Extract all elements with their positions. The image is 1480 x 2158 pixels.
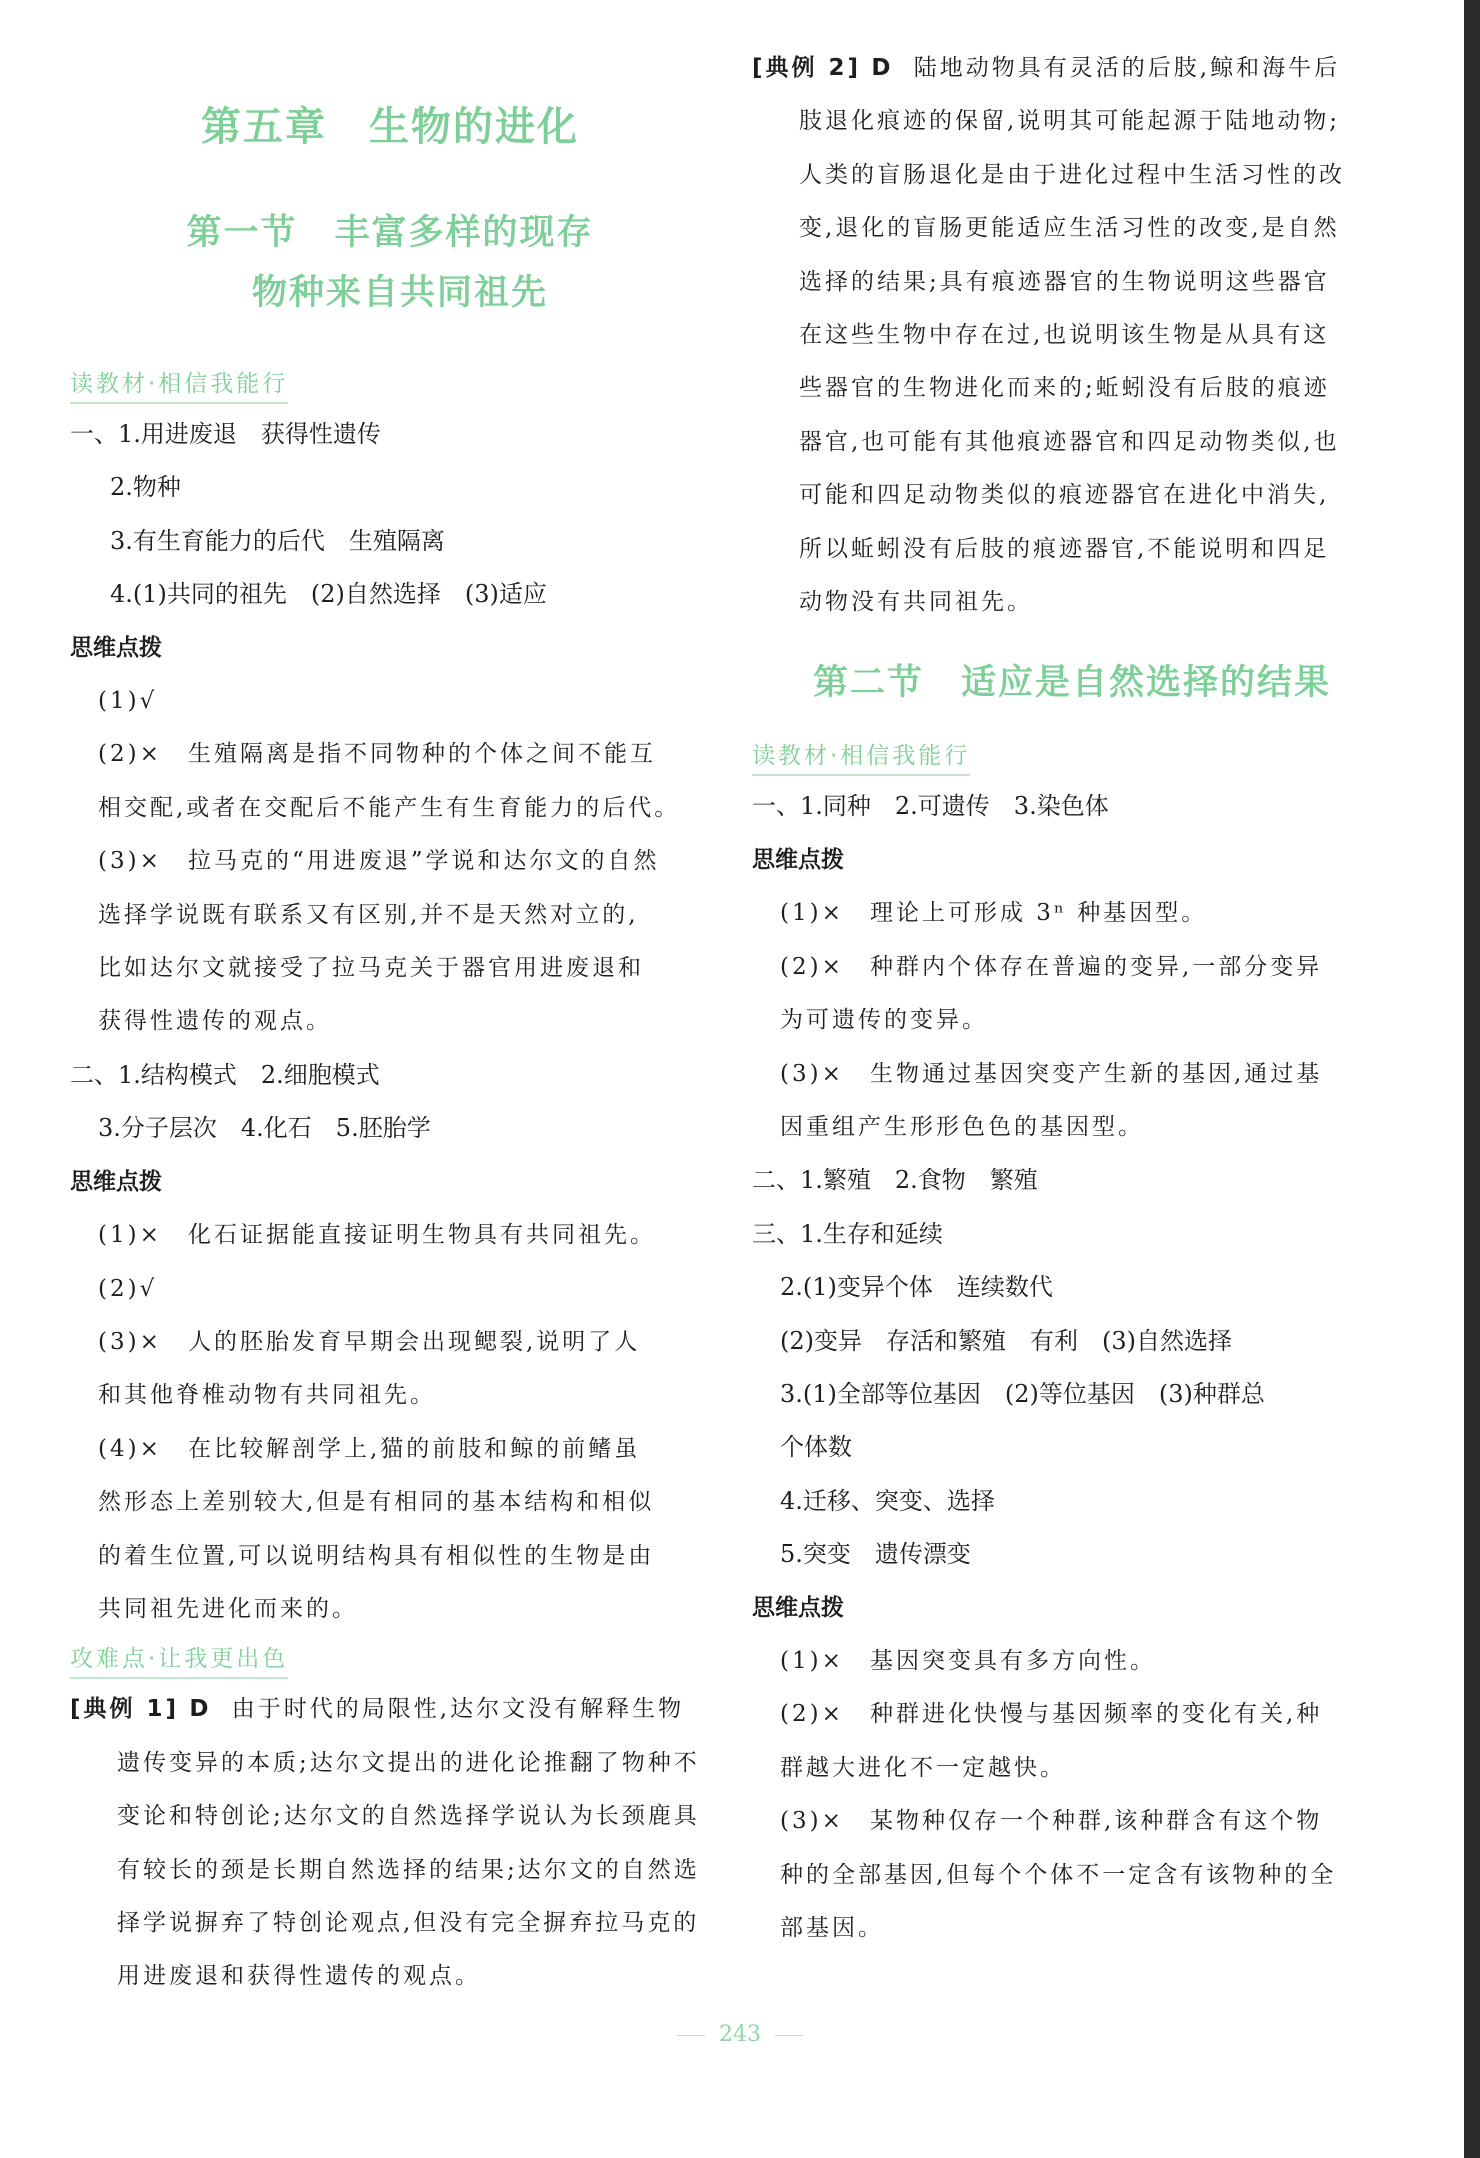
explanation-line: 肢退化痕迹的保留,说明其可能起源于陆地动物; bbox=[799, 108, 1341, 135]
answer-line: 2.物种 bbox=[110, 473, 181, 502]
example-1-answer: D bbox=[189, 1696, 212, 1723]
explanation-line: 变,退化的盲肠更能适应生活习性的改变,是自然 bbox=[799, 215, 1340, 242]
explanation-line: 变论和特创论;达尔文的自然选择学说认为长颈鹿具 bbox=[117, 1803, 700, 1830]
thinking-tips-list bbox=[752, 887, 1392, 1154]
example-1-label: [典例 1] bbox=[70, 1696, 180, 1723]
section1-title-line1: 第一节 丰富多样的现存 bbox=[186, 212, 594, 253]
thinking-tip-line bbox=[752, 1795, 1392, 1848]
explanation-line: 择学说摒弃了特创论观点,但没有完全摒弃拉马克的 bbox=[117, 1909, 700, 1936]
answer-line: 3.(1)全部等位基因 (2)等位基因 (3)种群总 bbox=[780, 1379, 1265, 1408]
explanation-line: 遗传变异的本质;达尔文提出的进化论推翻了物种不 bbox=[117, 1749, 700, 1776]
page-number-rule bbox=[677, 2035, 705, 2036]
section1-title bbox=[70, 203, 710, 323]
judgment-mark: (3)× bbox=[98, 848, 162, 875]
read-textbook-heading: 读教材·相信我能行 bbox=[70, 365, 288, 404]
explanation-line: 在这些生物中存在过,也说明该生物是从具有这 bbox=[799, 322, 1330, 349]
explanation-line: 选择的结果;具有痕迹器官的生物说明这些器官 bbox=[799, 268, 1330, 295]
judgment-mark: (2)× bbox=[780, 1701, 844, 1728]
example-2-text: 陆地动物具有灵活的后肢,鲸和海牛后 bbox=[913, 55, 1341, 81]
judgment-mark: (1)× bbox=[98, 1222, 162, 1249]
thinking-tips-heading: 思维点拨 bbox=[70, 1168, 162, 1195]
page-number bbox=[0, 2022, 1480, 2047]
answer-line: 2.(1)变异个体 连续数代 bbox=[780, 1273, 1053, 1302]
judgment-mark: (4)× bbox=[98, 1435, 162, 1462]
judgment-mark: (2)√ bbox=[98, 1275, 158, 1302]
explanation-line: 器官,也可能有其他痕迹器官和四足动物类似,也 bbox=[799, 428, 1340, 455]
thinking-tip-line bbox=[70, 1316, 710, 1369]
tip-text: 人的胚胎发育早期会出现鳃裂,说明了人 bbox=[188, 1328, 641, 1355]
thinking-tip-line: 群越大进化不一定越快。 bbox=[780, 1754, 1066, 1781]
explanation-line: 人类的盲肠退化是由于进化过程中生活习性的改 bbox=[799, 161, 1345, 188]
example-1-first-line bbox=[70, 1683, 710, 1736]
thinking-tip-line: 的着生位置,可以说明结构具有相似性的生物是由 bbox=[98, 1542, 655, 1569]
explanation-line: 动物没有共同祖先。 bbox=[799, 589, 1033, 616]
answer-line: 3.有生育能力的后代 生殖隔离 bbox=[110, 526, 445, 555]
tip-text: 种群内个体存在普遍的变异,一部分变异 bbox=[870, 953, 1323, 980]
thinking-tip-line: 为可遗传的变异。 bbox=[780, 1007, 988, 1034]
thinking-tip-line: 选择学说既有联系又有区别,并不是天然对立的, bbox=[98, 901, 639, 928]
thinking-tip-line bbox=[752, 1688, 1392, 1741]
thinking-tip-line: 因重组产生形形色色的基因型。 bbox=[780, 1113, 1144, 1140]
tip-text: 在比较解剖学上,猫的前肢和鲸的前鳍虽 bbox=[188, 1435, 641, 1462]
answer-list bbox=[752, 1208, 1392, 1582]
thinking-tips-list bbox=[752, 1635, 1392, 1955]
judgment-mark: (1)√ bbox=[98, 688, 158, 715]
tip-text: 化石证据能直接证明生物具有共同祖先。 bbox=[188, 1222, 656, 1249]
tip-text: 某物种仅存一个种群,该种群含有这个物 bbox=[870, 1808, 1323, 1835]
judgment-mark: (3)× bbox=[98, 1328, 162, 1355]
example-1-text: 由于时代的局限性,达尔文没有解释生物 bbox=[231, 1696, 685, 1723]
judgment-mark: (1)× bbox=[780, 900, 844, 927]
thinking-tip-line bbox=[70, 728, 710, 781]
thinking-tip-line: 然形态上差别较大,但是有相同的基本结构和相似 bbox=[98, 1489, 655, 1516]
judgment-mark: (2)× bbox=[98, 741, 162, 768]
thinking-tips-list bbox=[70, 1209, 710, 1636]
right-column bbox=[752, 0, 1392, 1955]
thinking-tip-line: 部基因。 bbox=[780, 1915, 884, 1941]
thinking-tip-line bbox=[70, 835, 710, 888]
thinking-tip-line bbox=[70, 675, 710, 728]
example-2-first-line bbox=[752, 0, 1392, 95]
answer-line: 4.迁移、突变、选择 bbox=[780, 1486, 995, 1515]
thinking-tips-list bbox=[70, 675, 710, 1049]
answer-line: 一、1.同种 2.可遗传 3.染色体 bbox=[752, 792, 1109, 821]
answer-line: (2)变异 存活和繁殖 有利 (3)自然选择 bbox=[780, 1326, 1232, 1355]
page-number-text: 243 bbox=[719, 2022, 761, 2047]
thinking-tip-line bbox=[752, 1635, 1392, 1688]
tip-text: 种群进化快慢与基因频率的变化有关,种 bbox=[870, 1701, 1323, 1728]
explanation-line: 所以蚯蚓没有后肢的痕迹器官,不能说明和四足 bbox=[799, 535, 1330, 562]
answer-line: 5.突变 遗传漂变 bbox=[780, 1540, 971, 1569]
tackle-difficulty-heading: 攻难点·让我更出色 bbox=[70, 1640, 288, 1679]
tip-text: 生殖隔离是指不同物种的个体之间不能互 bbox=[188, 741, 656, 768]
explanation-line: 有较长的颈是长期自然选择的结果;达尔文的自然选 bbox=[117, 1856, 700, 1883]
answer-line: 二、1.结构模式 2.细胞模式 bbox=[70, 1060, 380, 1089]
thinking-tips-heading: 思维点拨 bbox=[70, 634, 162, 661]
read-textbook-heading: 读教材·相信我能行 bbox=[752, 737, 970, 776]
judgment-mark: (3)× bbox=[780, 1060, 844, 1087]
example-2-explanation bbox=[752, 95, 1392, 629]
answer-line: 三、1.生存和延续 bbox=[752, 1219, 943, 1248]
page-number-rule bbox=[775, 2035, 803, 2036]
tip-text: 拉马克的“用进废退”学说和达尔文的自然 bbox=[188, 848, 660, 875]
thinking-tip-line bbox=[70, 1423, 710, 1476]
example-2-label: [典例 2] bbox=[752, 55, 862, 81]
answer-line: 3.分子层次 4.化石 5.胚胎学 bbox=[98, 1114, 431, 1143]
tip-text: 理论上可形成 3ⁿ 种基因型。 bbox=[870, 900, 1208, 927]
thinking-tip-line bbox=[752, 1048, 1392, 1101]
thinking-tip-line bbox=[70, 1263, 710, 1316]
thinking-tip-line: 共同祖先进化而来的。 bbox=[98, 1595, 358, 1622]
thinking-tip-line: 相交配,或者在交配后不能产生有生育能力的后代。 bbox=[98, 794, 681, 821]
thinking-tip-line bbox=[70, 1209, 710, 1262]
chapter-title: 第五章 生物的进化 bbox=[201, 103, 579, 150]
section2-title: 第二节 适应是自然选择的结果 bbox=[812, 662, 1331, 704]
judgment-mark: (3)× bbox=[780, 1808, 844, 1835]
explanation-line: 可能和四足动物类似的痕迹器官在进化中消失, bbox=[799, 482, 1330, 509]
tip-text: 生物通过基因突变产生新的基因,通过基 bbox=[870, 1060, 1323, 1087]
thinking-tips-heading: 思维点拨 bbox=[752, 846, 844, 873]
example-1-explanation bbox=[70, 1737, 710, 2004]
thinking-tip-line: 种的全部基因,但每个个体不一定含有该物种的全 bbox=[780, 1861, 1337, 1888]
explanation-line: 用进废退和获得性遗传的观点。 bbox=[117, 1963, 481, 1990]
judgment-mark: (1)× bbox=[780, 1647, 844, 1674]
thinking-tip-line: 获得性遗传的观点。 bbox=[98, 1008, 332, 1035]
judgment-mark: (2)× bbox=[780, 953, 844, 980]
example-2-answer: D bbox=[871, 55, 894, 81]
thinking-tip-line bbox=[752, 941, 1392, 994]
thinking-tip-line bbox=[752, 887, 1392, 940]
thinking-tip-line: 和其他脊椎动物有共同祖先。 bbox=[98, 1382, 436, 1409]
tip-text: 基因突变具有多方向性。 bbox=[870, 1647, 1156, 1674]
answer-line: 4.(1)共同的祖先 (2)自然选择 (3)适应 bbox=[110, 580, 547, 609]
answer-line: 二、1.繁殖 2.食物 繁殖 bbox=[752, 1166, 1038, 1195]
left-column bbox=[70, 0, 710, 2004]
section1-title-line2: 物种来自共同祖先 bbox=[251, 272, 548, 313]
explanation-line: 些器官的生物进化而来的;蚯蚓没有后肢的痕迹 bbox=[799, 375, 1330, 402]
thinking-tips-heading: 思维点拨 bbox=[752, 1594, 844, 1621]
thinking-tip-line: 比如达尔文就接受了拉马克关于器官用进废退和 bbox=[98, 955, 644, 982]
binding-edge bbox=[1464, 0, 1480, 2158]
answer-line: 一、1.用进废退 获得性遗传 bbox=[70, 420, 381, 448]
answer-line: 个体数 bbox=[780, 1433, 852, 1462]
